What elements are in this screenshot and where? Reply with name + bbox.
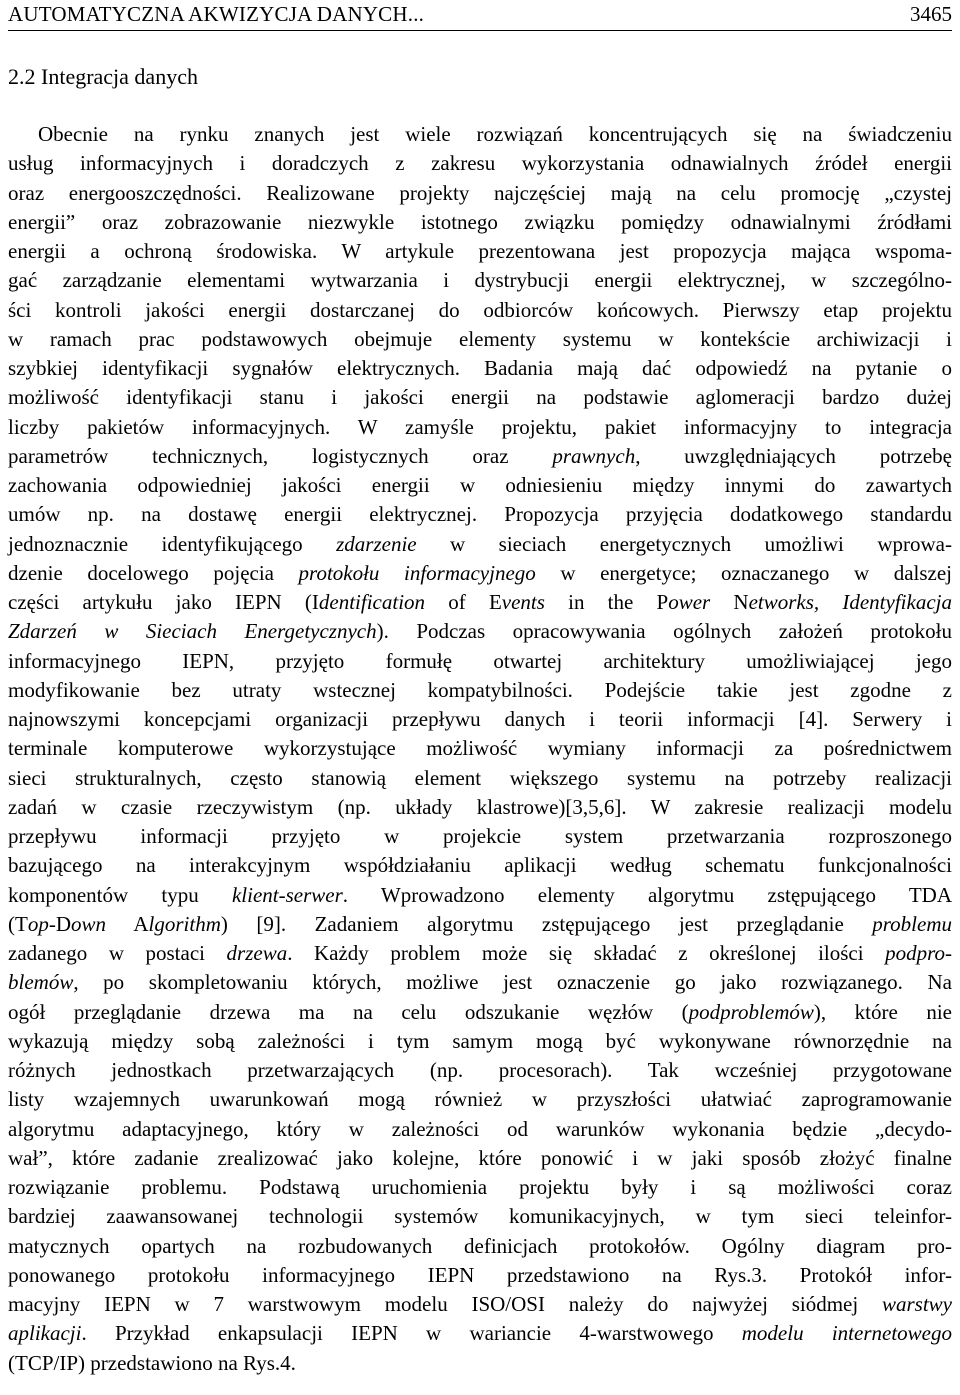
text-run: ponowanego protokołu informacyjnego IEPN przedstawiono na Rys.3. Protokół infor-: [8, 1262, 952, 1287]
paragraph-line: [8, 208, 952, 237]
text-run: zadań w czasie rzeczywistym (np. układy klastrowe)[3,5,6]. W zakresie realizacji modelu: [8, 794, 952, 819]
paragraph-line: [8, 149, 952, 178]
paragraph-line: [8, 1349, 952, 1378]
text-run: ) [9]. Zadaniem algorytmu zstępującego jest przeglądanie: [220, 911, 873, 936]
text-run: energii a ochroną środowiska. W artykule prezentowana jest propozycja mająca wspoma-: [8, 239, 952, 263]
text-run: algorytmu adaptacyjnego, który w zależności od warunków wykonania będzie „decydo-: [8, 1116, 952, 1141]
paragraph-line: [8, 1173, 952, 1202]
text-run: możliwość identyfikacji stanu i jakości energii na podstawie aglomeracji bardzo dużej: [8, 385, 952, 410]
paragraph-line: [8, 851, 952, 880]
italic-text: podpro-: [885, 941, 952, 965]
paragraph-line: [8, 617, 952, 646]
text-run: parametrów technicznych, logistycznych oraz: [8, 443, 553, 468]
text-run: , po skompletowaniu których, możliwe jest oznaczenie go jako rozwiązanego. Na: [73, 970, 952, 995]
text-run: of E: [425, 590, 502, 614]
text-run: energii” oraz zobrazowanie niezwykle istotnego związku pomiędzy odnawialnymi źródłami: [8, 209, 952, 234]
italic-text: aplikacji: [8, 1321, 82, 1346]
paragraph-line: [8, 588, 952, 617]
paragraph-line: [8, 705, 952, 734]
italic-text: lgorithm: [148, 911, 221, 936]
text-run: bazującego na interakcyjnym współdziałaniu aplikacji według schematu funkcjonalności: [8, 853, 952, 878]
text-run: liczby pakietów informacyjnych. W zamyśle projektu, pakiet informacyjny to integracja: [8, 414, 952, 439]
text-run: ści kontroli jakości energii dostarczanej do odbiorców końcowych. Pierwszy etap projektu: [8, 297, 952, 322]
page-number: 3465: [910, 2, 952, 26]
paragraph-line: [8, 822, 952, 851]
text-run: (T: [8, 911, 28, 936]
text-run: wał”, które zadanie zrealizować jako kolejne, które ponowić i w jaki sposób złożyć finalne: [8, 1145, 952, 1170]
text-run: macyjny IEPN w 7 warstwowym modelu ISO/OSI należy do najwyżej siódmej: [8, 1292, 882, 1316]
running-header: [8, 0, 952, 31]
text-run: usług informacyjnych i doradczych z zakresu wykorzystania odnawialnych źródeł energii: [8, 151, 952, 176]
paragraph-line: [8, 910, 952, 939]
text-run: A: [106, 911, 149, 936]
text-run: matycznych opartych na rozbudowanych definicjach protokołów. Ogólny diagram pro-: [8, 1233, 952, 1258]
paragraph-line: [8, 559, 952, 588]
italic-text: vents: [501, 590, 545, 614]
italic-text: modelu internetowego: [741, 1321, 952, 1346]
italic-text: dentification: [318, 590, 426, 614]
text-run: w ramach prac podstawowych obejmuje elementy systemu w kontekście archiwizacji i: [8, 326, 952, 351]
text-run: wykazują między sobą zależności i tym samym mogą być wykonywane równorzędnie na: [8, 1028, 952, 1053]
text-run: terminale komputerowe wykorzystujące możliwość wymiany informacji za pośrednictwem: [8, 736, 952, 761]
text-run: jednoznacznie identyfikującego: [8, 531, 337, 556]
italic-text: blemów: [8, 970, 74, 995]
text-run: najnowszymi koncepcjami organizacji przepływu danych i teorii informacji [4]. Serwery i: [8, 707, 952, 731]
italic-text: own: [71, 911, 107, 936]
text-run: . Każdy problem może się składać z określonej ilości: [287, 941, 886, 965]
paragraph-line: [8, 1056, 952, 1085]
italic-text: etworks, Identyfikacja: [748, 590, 952, 614]
paragraph-line: [8, 1027, 952, 1056]
paragraph-line: [8, 325, 952, 354]
paragraph-line: [8, 442, 952, 471]
text-run: różnych jednostkach przetwarzających (np. procesorach). Tak wcześniej przygotowane: [8, 1058, 952, 1082]
paragraph-line: [8, 296, 952, 325]
italic-text: Zdarzeń w Sieciach Energetycznych: [8, 619, 377, 644]
paragraph-line: [8, 1290, 952, 1319]
italic-text: prawnych: [552, 443, 636, 468]
italic-text: zdarzenie: [336, 531, 417, 556]
paragraph-line: [8, 881, 952, 910]
text-run: rozwiązanie problemu. Podstawą uruchomienia projektu były i są możliwości coraz: [8, 1175, 952, 1199]
italic-text: protokołu informacyjnego: [298, 560, 536, 585]
italic-text: klient-serwer: [231, 882, 343, 907]
paragraph-line: [8, 968, 952, 997]
paragraph-line: [8, 120, 952, 149]
paragraph-line: [8, 1232, 952, 1261]
paragraph-line: [8, 413, 952, 442]
text-run: oraz energooszczędności. Realizowane projekty najczęściej mają na celu promocję „czystej: [8, 180, 952, 205]
paragraph-line: [8, 647, 952, 676]
text-run: szybkiej identyfikacji sygnałów elektrycznych. Badania mają dać odpowiedź na pytanie o: [8, 356, 952, 380]
italic-text: warstwy: [881, 1292, 952, 1316]
text-run: zachowania odpowiedniej jakości energii w odniesieniu między innymi do zawartych: [8, 473, 952, 497]
text-run: Obecnie na rynku znanych jest wiele rozwiązań koncentrujących się na świadczeniu: [38, 122, 952, 146]
text-run: sieci strukturalnych, często stanowią element większego systemu na potrzeby realizacji: [8, 765, 952, 790]
text-run: komponentów typu: [8, 882, 232, 907]
text-run: informacyjnego IEPN, przyjęto formułę otwartej architektury umożliwiającej jego: [8, 648, 952, 673]
paragraph-line: [8, 500, 952, 529]
italic-text: op-: [27, 911, 56, 936]
text-run: w energetyce; oznaczanego w dalszej: [535, 560, 953, 585]
paragraph-line: [8, 1261, 952, 1290]
italic-text: ower: [668, 590, 711, 614]
text-run: listy wzajemnych uwarunkowań mogą również w przyszłości ułatwiać zaprogramowanie: [8, 1087, 952, 1112]
paragraph-line: [8, 530, 952, 559]
text-run: modyfikowanie bez utraty wstecznej kompatybilności. Podejście takie jest zgodne z: [8, 677, 952, 702]
text-run: . Wprowadzono elementy algorytmu zstępującego TDA: [342, 882, 953, 907]
text-run: . Przykład enkapsulacji IEPN w wariancie 4-warstwowego: [81, 1321, 742, 1346]
text-run: w sieciach energetycznych umożliwi wprowa-: [416, 531, 952, 556]
paragraph-line: [8, 734, 952, 763]
italic-text: drzewa: [226, 941, 288, 965]
paragraph-line: [8, 471, 952, 500]
text-run: części artykułu jako IEPN (I: [8, 590, 319, 614]
italic-text: podproblemów: [688, 999, 814, 1024]
running-title: AUTOMATYCZNA AKWIZYCJA DANYCH...: [8, 2, 425, 26]
paragraph-line: [8, 1144, 952, 1173]
text-run: ). Podczas opracowywania ogólnych założeń protokołu: [376, 619, 952, 644]
paragraph-line: [8, 793, 952, 822]
paragraph-line: [8, 1319, 952, 1348]
italic-text: problemu: [872, 911, 952, 936]
text-run: dzenie docelowego pojęcia: [8, 560, 299, 585]
paragraph-line: [8, 998, 952, 1027]
text-run: in the P: [544, 590, 669, 614]
text-run: przepływu informacji przyjęto w projekcie system przetwarzania rozproszonego: [8, 824, 952, 848]
paragraph-line: [8, 266, 952, 295]
body-paragraph: [8, 120, 952, 1378]
paragraph-line: [8, 764, 952, 793]
text-run: umów np. na dostawę energii elektrycznej. Propozycja przyjęcia dodatkowego standardu: [8, 502, 952, 527]
text-run: ), które nie: [813, 999, 952, 1024]
text-run: (TCP/IP) przedstawiono na Rys.4.: [8, 1350, 296, 1375]
paragraph-line: [8, 179, 952, 208]
text-run: N: [710, 590, 749, 614]
paragraph-line: [8, 354, 952, 383]
text-run: D: [55, 911, 71, 936]
text-run: , uwzględniających potrzebę: [635, 443, 952, 468]
paragraph-line: [8, 1115, 952, 1144]
paragraph-line: [8, 1085, 952, 1114]
paragraph-line: [8, 939, 952, 968]
text-run: gać zarządzanie elementami wytwarzania i dystrybucji energii elektrycznej, w szczególno-: [8, 268, 952, 293]
text-run: ogół przeglądanie drzewa ma na celu odszukanie węzłów (: [8, 999, 689, 1024]
paragraph-line: [8, 1202, 952, 1231]
paragraph-line: [8, 676, 952, 705]
text-run: bardziej zaawansowanej technologii systemów komunikacyjnych, w tym sieci teleinfor-: [8, 1204, 952, 1229]
section-heading: 2.2 Integracja danych: [8, 64, 198, 89]
paragraph-line: [8, 237, 952, 266]
text-run: zadanego w postaci: [8, 941, 227, 965]
paragraph-line: [8, 383, 952, 412]
